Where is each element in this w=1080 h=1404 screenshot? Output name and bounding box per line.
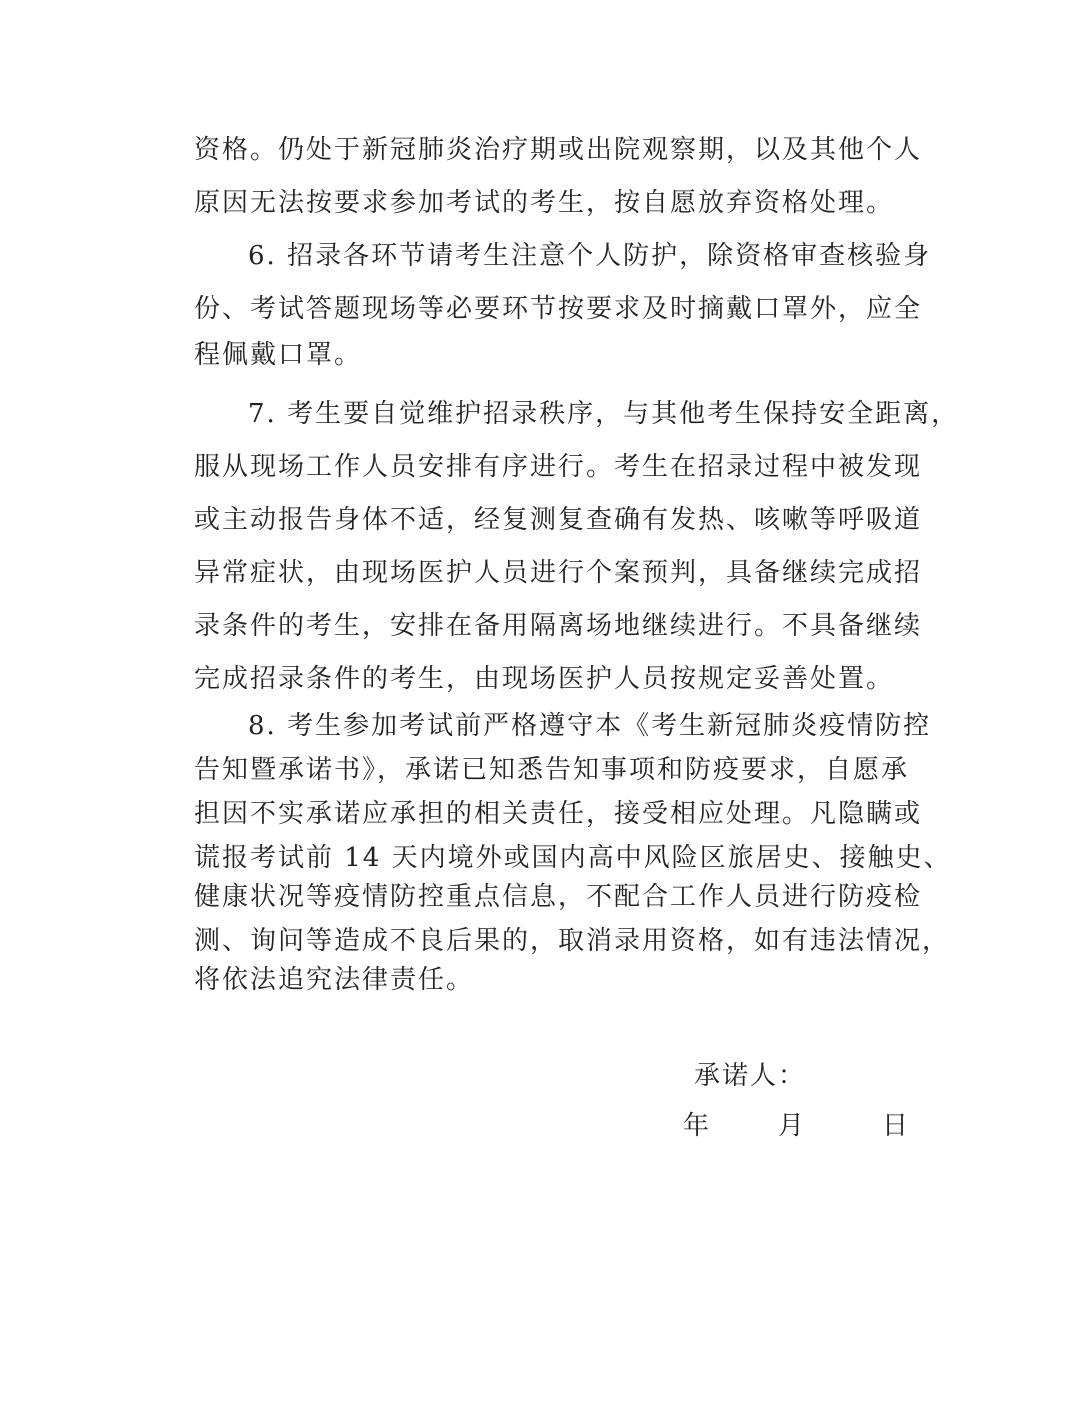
- paragraph-line: 将依法追究法律责任。: [194, 965, 475, 995]
- paragraph-line: 份、考试答题现场等必要环节按要求及时摘戴口罩外，应全: [194, 294, 923, 324]
- paragraph-line: 服从现场工作人员安排有序进行。考生在招录过程中被发现: [194, 452, 923, 482]
- paragraph-line: 谎报考试前 14 天内境外或国内高中风险区旅居史、接触史、: [194, 843, 952, 873]
- paragraph-line: 或主动报告身体不适，经复测复查确有发热、咳嗽等呼吸道: [194, 505, 923, 535]
- paragraph-line: 程佩戴口罩。: [194, 340, 363, 370]
- paragraph-line: 录条件的考生，安排在备用隔离场地继续进行。不具备继续: [194, 611, 923, 641]
- date-month-label: 月: [778, 1111, 807, 1141]
- paragraph-line: 资格。仍处于新冠肺炎治疗期或出院观察期，以及其他个人: [194, 135, 923, 165]
- date-year-label: 年: [683, 1111, 712, 1141]
- paragraph-line: 6. 招录各环节请考生注意个人防护，除资格审查核验身: [248, 241, 932, 271]
- paragraph-line: 测、询问等造成不良后果的，取消录用资格，如有违法情况，: [194, 926, 951, 956]
- date-day-label: 日: [882, 1111, 911, 1141]
- paragraph-line: 异常症状，由现场医护人员进行个案预判，具备继续完成招: [194, 558, 923, 588]
- paragraph-line: 7. 考生要自觉维护招录秩序，与其他考生保持安全距离，: [248, 399, 960, 429]
- paragraph-line: 原因无法按要求参加考试的考生，按自愿放弃资格处理。: [194, 188, 895, 218]
- signatory-label: 承诺人：: [694, 1061, 807, 1091]
- paragraph-line: 告知暨承诺书》，承诺已知悉告知事项和防疫要求，自愿承: [194, 755, 910, 785]
- paragraph-line: 健康状况等疫情防控重点信息，不配合工作人员进行防疫检: [194, 882, 923, 912]
- paragraph-line: 8. 考生参加考试前严格遵守本《考生新冠肺炎疫情防控: [248, 711, 932, 741]
- paragraph-line: 担因不实承诺应承担的相关责任，接受相应处理。凡隐瞒或: [194, 799, 923, 829]
- paragraph-line: 完成招录条件的考生，由现场医护人员按规定妥善处置。: [194, 664, 895, 694]
